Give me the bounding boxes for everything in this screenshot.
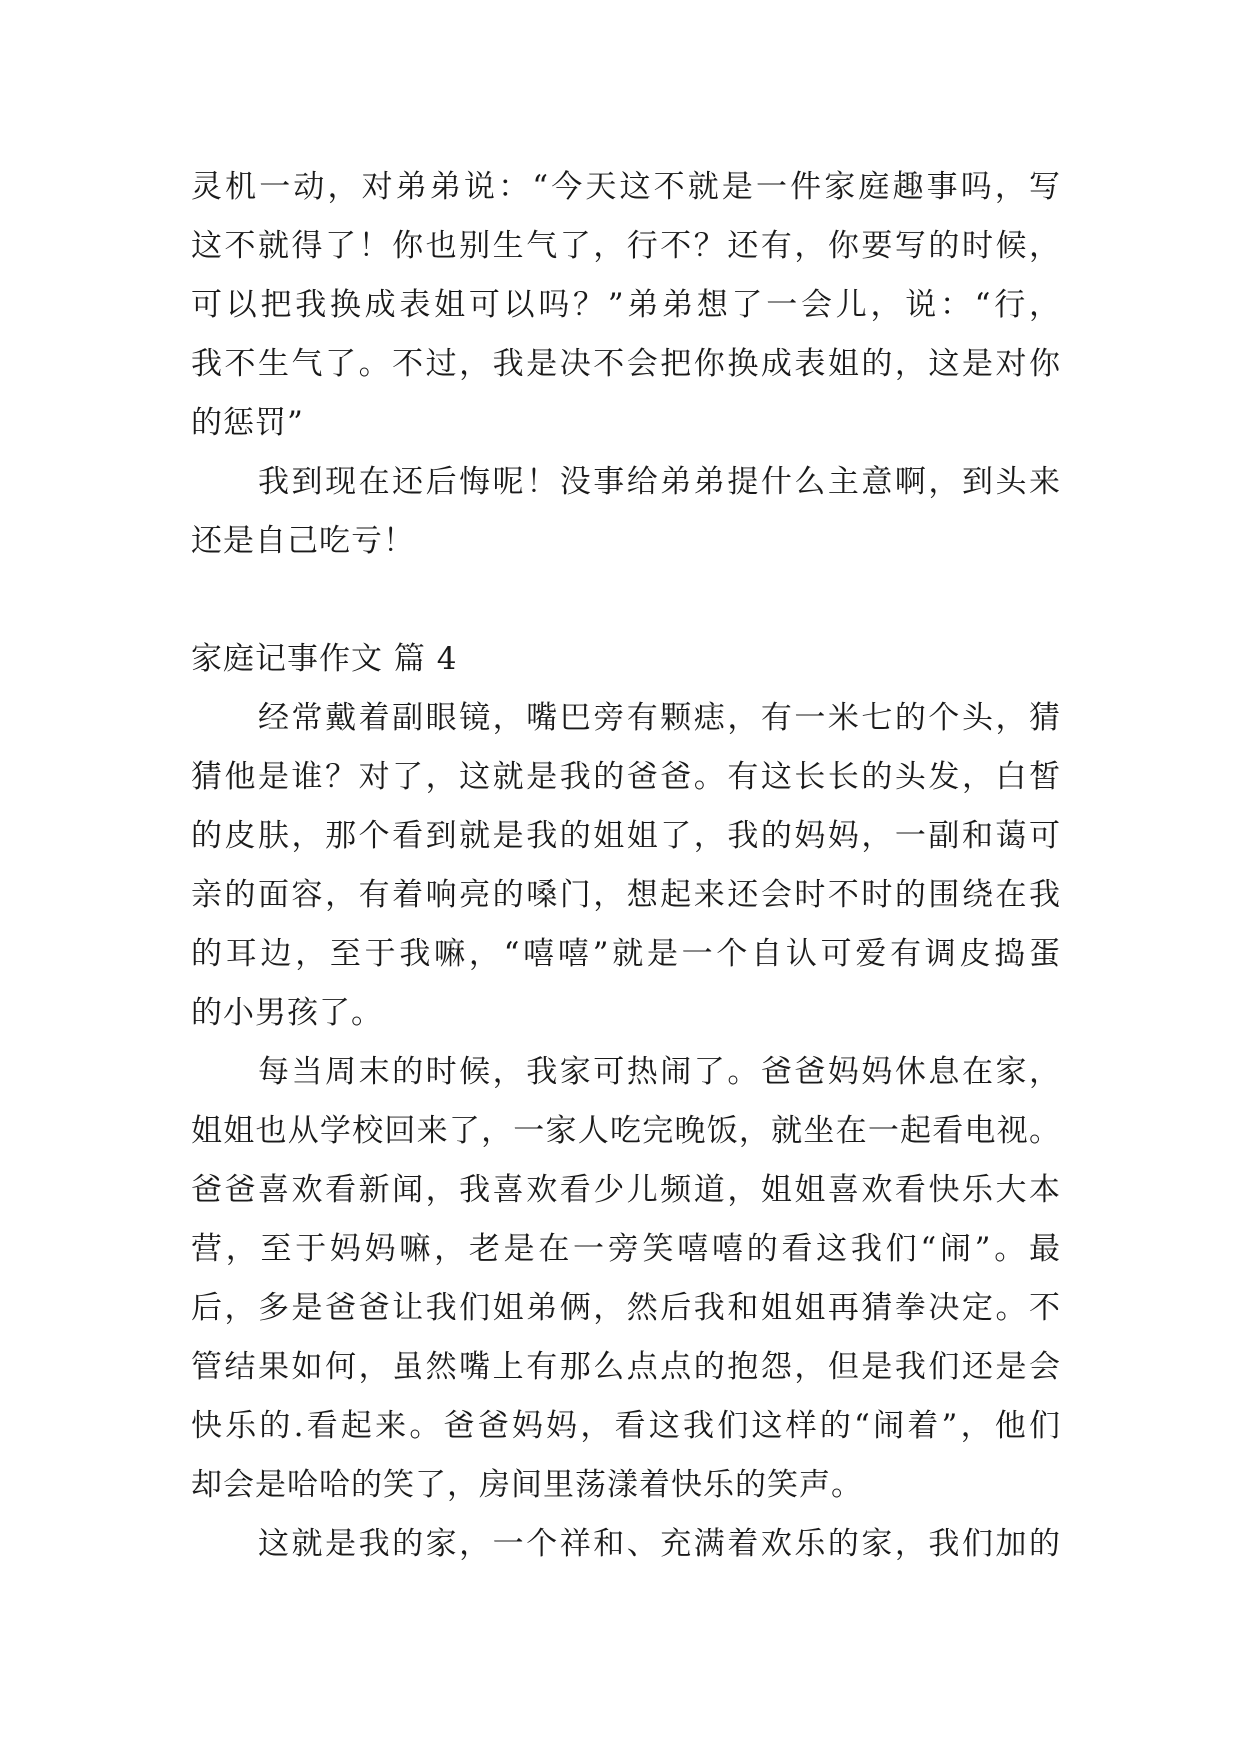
text-line: 灵机一动，对弟弟说：“今天这不就是一件家庭趣事吗，写 (191, 169, 1061, 205)
section-spacer (191, 571, 1061, 630)
text-line: 这就是我的家，一个祥和、充满着欢乐的家，我们加的 (191, 1526, 1061, 1562)
text-line: 姐姐也从学校回来了，一家人吃完晚饭，就坐在一起看电视。 (191, 1113, 1061, 1149)
text-line: 后，多是爸爸让我们姐弟俩，然后我和姐姐再猜拳决定。不 (191, 1290, 1061, 1326)
text-line: 管结果如何，虽然嘴上有那么点点的抱怨，但是我们还是会 (191, 1349, 1061, 1385)
text-line: 猜他是谁？对了，这就是我的爸爸。有这长长的头发，白皙 (191, 759, 1061, 795)
text-line: 我到现在还后悔呢！没事给弟弟提什么主意啊，到头来 (191, 464, 1061, 500)
text-line: 的耳边，至于我嘛，“嘻嘻”就是一个自认可爱有调皮捣蛋 (191, 936, 1061, 972)
text-line: 却会是哈哈的笑了，房间里荡漾着快乐的笑声。 (191, 1467, 863, 1503)
paragraph-5 (191, 1515, 1061, 1574)
text-line: 营，至于妈妈嘛，老是在一旁笑嘻嘻的看这我们“闹”。最 (191, 1231, 1061, 1267)
text-line: 爸爸喜欢看新闻，我喜欢看少儿频道，姐姐喜欢看快乐大本 (191, 1172, 1061, 1208)
text-line: 经常戴着副眼镜，嘴巴旁有颗痣，有一米七的个头，猜 (191, 700, 1061, 736)
text-line: 的小男孩了。 (191, 995, 383, 1031)
section-title: 家庭记事作文 篇 4 (191, 641, 458, 677)
text-line: 的皮肤，那个看到就是我的姐姐了，我的妈妈，一副和蔼可 (191, 818, 1061, 854)
text-line: 每当周末的时候，我家可热闹了。爸爸妈妈休息在家， (191, 1054, 1061, 1090)
text-line: 这不就得了！你也别生气了，行不？还有，你要写的时候， (191, 228, 1061, 264)
text-line: 亲的面容，有着响亮的嗓门，想起来还会时不时的围绕在我 (191, 877, 1061, 913)
text-line: 快乐的.看起来。爸爸妈妈，看这我们这样的“闹着”，他们 (191, 1408, 1061, 1444)
paragraph-4 (191, 1043, 1061, 1515)
paragraph-1 (191, 158, 1061, 453)
paragraph-3 (191, 689, 1061, 1043)
text-line: 的惩罚” (191, 405, 304, 441)
document-body (191, 158, 1061, 1574)
text-line: 还是自己吃亏！ (191, 523, 415, 559)
text-line: 我不生气了。不过，我是决不会把你换成表姐的，这是对你 (191, 346, 1061, 382)
paragraph-2 (191, 453, 1061, 571)
text-line: 可以把我换成表姐可以吗？”弟弟想了一会儿，说：“行， (191, 287, 1061, 323)
